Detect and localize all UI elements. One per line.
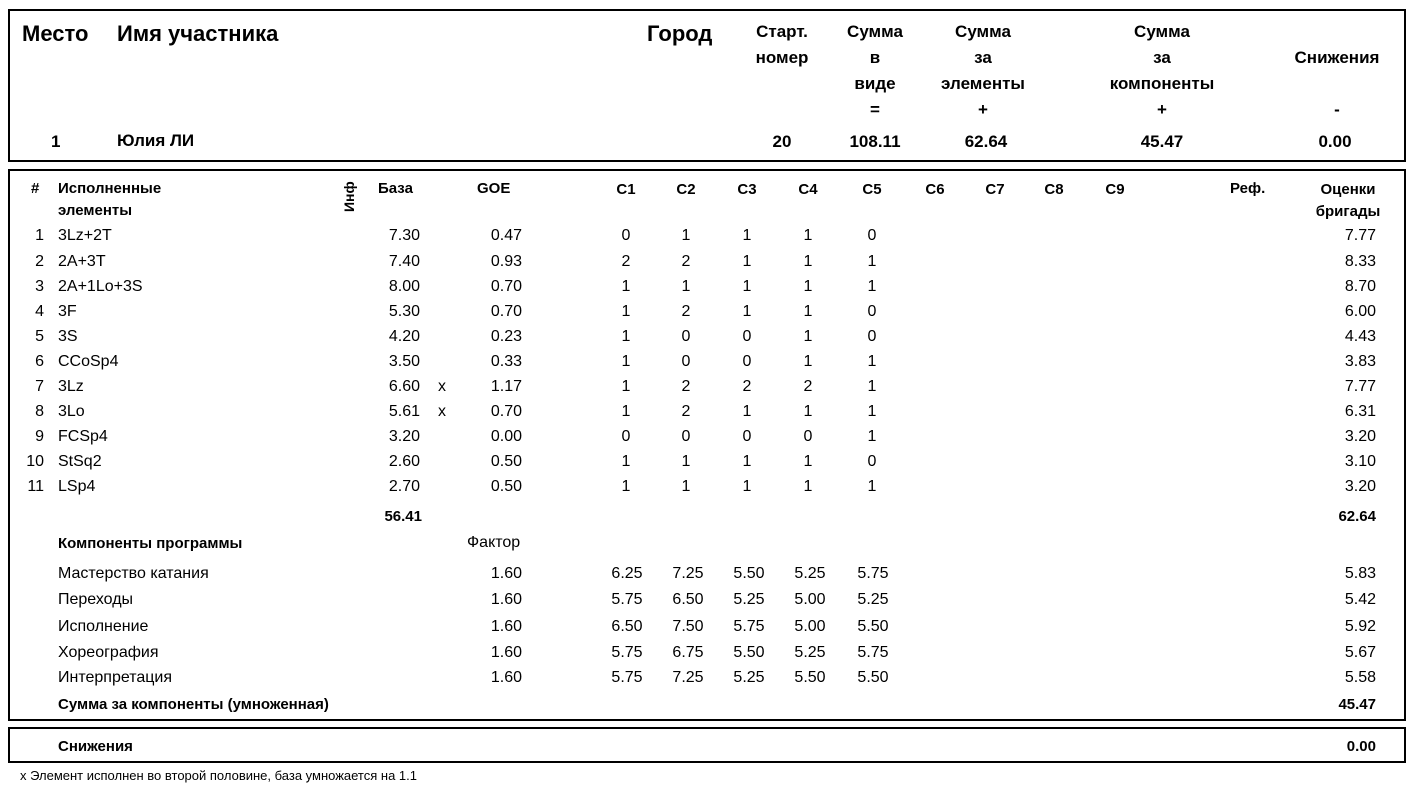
component-name: Исполнение (58, 618, 149, 635)
row-score: 3.20 (1344, 478, 1376, 495)
row-judge-2: 2 (681, 403, 691, 420)
component-judge-3: 5.25 (733, 591, 765, 608)
row-num: 3 (35, 278, 44, 295)
component-judge-1: 5.75 (611, 591, 643, 608)
component-judge-5: 5.75 (857, 565, 889, 582)
row-judge-2: 1 (681, 478, 691, 495)
row-judge-3: 1 (742, 227, 752, 244)
row-num: 10 (26, 453, 44, 470)
row-judge-1: 1 (621, 328, 631, 345)
row-judge-1: 2 (621, 253, 631, 270)
component-judge-4: 5.50 (794, 669, 826, 686)
component-judge-1: 5.75 (611, 669, 643, 686)
row-goe: 0.70 (490, 303, 522, 320)
skater-start-number: 20 (772, 132, 792, 151)
header-total-2: в (869, 48, 881, 67)
row-judge-4: 1 (803, 453, 813, 470)
row-score: 6.31 (1344, 403, 1376, 420)
row-num: 9 (35, 428, 44, 445)
header-components-4: + (1157, 100, 1167, 119)
row-judge-1: 1 (621, 478, 631, 495)
skater-components-score: 45.47 (1140, 132, 1184, 151)
row-info: x (438, 403, 446, 420)
row-judge-4: 1 (803, 478, 813, 495)
component-judge-4: 5.25 (794, 644, 826, 661)
row-judge-4: 1 (803, 303, 813, 320)
row-base: 6.60 (388, 378, 420, 395)
header-deductions-2: - (1334, 100, 1340, 119)
component-judge-2: 6.75 (672, 644, 704, 661)
row-score: 3.83 (1344, 353, 1376, 370)
row-judge-5: 0 (867, 303, 877, 320)
deductions-label: Снижения (58, 738, 133, 755)
row-goe: 0.23 (490, 328, 522, 345)
row-num: 6 (35, 353, 44, 370)
component-judge-4: 5.00 (794, 591, 826, 608)
component-factor: 1.60 (490, 565, 522, 582)
row-score: 8.70 (1344, 278, 1376, 295)
row-judge-2: 2 (681, 378, 691, 395)
row-base: 7.40 (388, 253, 420, 270)
col-judge-8: C8 (1044, 181, 1064, 198)
row-element: 3F (58, 303, 77, 320)
component-score: 5.58 (1344, 669, 1376, 686)
row-score: 7.77 (1344, 227, 1376, 244)
deductions-value: 0.00 (1346, 738, 1376, 755)
header-components-2: за (1153, 48, 1171, 67)
row-judge-1: 1 (621, 403, 631, 420)
row-element: FCSp4 (58, 428, 108, 445)
header-total-3: виде (854, 74, 896, 93)
row-info: x (438, 378, 446, 395)
header-name: Имя участника (117, 21, 279, 46)
row-num: 5 (35, 328, 44, 345)
col-judge-5: C5 (862, 181, 882, 198)
row-judge-4: 1 (803, 328, 813, 345)
row-element: 2A+1Lo+3S (58, 278, 143, 295)
row-goe: 0.70 (490, 403, 522, 420)
row-goe: 1.17 (490, 378, 522, 395)
row-judge-5: 0 (867, 453, 877, 470)
row-goe: 0.50 (490, 453, 522, 470)
row-score: 3.20 (1344, 428, 1376, 445)
row-judge-3: 1 (742, 278, 752, 295)
row-goe: 0.00 (490, 428, 522, 445)
component-score: 5.42 (1344, 591, 1376, 608)
component-judge-5: 5.25 (857, 591, 889, 608)
row-judge-2: 1 (681, 278, 691, 295)
skater-name: Юлия ЛИ (117, 131, 195, 150)
row-element: 3Lo (58, 403, 85, 420)
col-goe: GOE (477, 180, 511, 197)
col-judge-1: C1 (616, 181, 636, 198)
component-judge-5: 5.50 (857, 618, 889, 635)
header-start-1: Старт. (756, 22, 808, 41)
header-components-3: компоненты (1109, 74, 1215, 93)
row-judge-2: 0 (681, 328, 691, 345)
component-judge-1: 6.50 (611, 618, 643, 635)
component-judge-2: 7.25 (672, 669, 704, 686)
row-judge-4: 2 (803, 378, 813, 395)
row-judge-5: 1 (867, 428, 877, 445)
row-judge-3: 0 (742, 428, 752, 445)
components-title: Компоненты программы (58, 535, 243, 552)
row-judge-1: 1 (621, 378, 631, 395)
component-judge-3: 5.75 (733, 618, 765, 635)
row-judge-3: 1 (742, 253, 752, 270)
component-factor: 1.60 (490, 669, 522, 686)
row-judge-5: 1 (867, 353, 877, 370)
row-judge-5: 0 (867, 227, 877, 244)
col-judge-3: C3 (737, 181, 757, 198)
component-name: Переходы (58, 591, 134, 608)
component-score: 5.92 (1344, 618, 1376, 635)
component-factor: 1.60 (490, 644, 522, 661)
component-judge-2: 6.50 (672, 591, 704, 608)
base-total: 56.41 (384, 508, 422, 525)
component-factor: 1.60 (490, 591, 522, 608)
row-judge-3: 2 (742, 378, 752, 395)
component-judge-3: 5.50 (733, 644, 765, 661)
row-judge-4: 1 (803, 227, 813, 244)
header-elements-3: элементы (941, 74, 1025, 93)
row-goe: 0.33 (490, 353, 522, 370)
component-judge-4: 5.25 (794, 565, 826, 582)
details-box (8, 169, 1406, 721)
row-element: CCoSp4 (58, 353, 119, 370)
row-judge-5: 1 (867, 378, 877, 395)
row-judge-1: 1 (621, 353, 631, 370)
col-info: Инф (341, 181, 357, 212)
row-base: 2.60 (388, 453, 420, 470)
col-panel-1: Оценки (1320, 181, 1376, 198)
row-judge-5: 1 (867, 403, 877, 420)
row-judge-3: 1 (742, 303, 752, 320)
skater-elements-score: 62.64 (964, 132, 1008, 151)
header-components-1: Сумма (1134, 22, 1190, 41)
row-goe: 0.70 (490, 278, 522, 295)
component-name: Мастерство катания (58, 565, 209, 582)
components-total: 45.47 (1338, 696, 1376, 713)
components-total-label: Сумма за компоненты (умноженная) (58, 696, 329, 713)
row-judge-5: 1 (867, 253, 877, 270)
row-judge-5: 1 (867, 478, 877, 495)
row-judge-1: 1 (621, 278, 631, 295)
row-score: 3.10 (1344, 453, 1376, 470)
row-judge-1: 1 (621, 453, 631, 470)
row-judge-5: 0 (867, 328, 877, 345)
component-judge-5: 5.75 (857, 644, 889, 661)
component-judge-5: 5.50 (857, 669, 889, 686)
header-total-1: Сумма (847, 22, 903, 41)
row-judge-5: 1 (867, 278, 877, 295)
component-judge-3: 5.25 (733, 669, 765, 686)
skater-total: 108.11 (849, 132, 901, 151)
row-score: 7.77 (1344, 378, 1376, 395)
row-base: 4.20 (388, 328, 420, 345)
row-element: StSq2 (58, 453, 102, 470)
row-base: 5.61 (388, 403, 420, 420)
row-element: 2A+3T (58, 253, 106, 270)
component-name: Хореография (58, 644, 159, 661)
row-judge-1: 0 (621, 227, 631, 244)
col-judge-9: C9 (1105, 181, 1125, 198)
row-judge-4: 1 (803, 253, 813, 270)
row-goe: 0.47 (490, 227, 522, 244)
component-judge-3: 5.50 (733, 565, 765, 582)
row-num: 7 (35, 378, 44, 395)
component-name: Интерпретация (58, 669, 173, 686)
component-judge-1: 6.25 (611, 565, 643, 582)
row-goe: 0.50 (490, 478, 522, 495)
row-num: 4 (35, 303, 44, 320)
row-num: 8 (35, 403, 44, 420)
row-num: 2 (35, 253, 44, 270)
col-panel-2: бригады (1315, 203, 1381, 220)
row-num: 11 (27, 478, 44, 495)
row-score: 4.43 (1344, 328, 1376, 345)
row-num: 1 (35, 227, 44, 244)
row-judge-2: 0 (681, 428, 691, 445)
header-city: Город (647, 21, 713, 46)
row-judge-4: 1 (803, 353, 813, 370)
component-judge-2: 7.25 (672, 565, 704, 582)
row-element: 3Lz+2T (58, 227, 112, 244)
row-judge-1: 0 (621, 428, 631, 445)
row-element: 3S (58, 328, 78, 345)
row-goe: 0.93 (490, 253, 522, 270)
col-elements-2: элементы (58, 202, 133, 219)
row-score: 8.33 (1344, 253, 1376, 270)
row-judge-2: 1 (681, 453, 691, 470)
col-elements-1: Исполненные (58, 180, 162, 197)
factor-label: Фактор (467, 534, 521, 551)
component-judge-2: 7.50 (672, 618, 704, 635)
component-judge-1: 5.75 (611, 644, 643, 661)
row-judge-3: 1 (742, 453, 752, 470)
row-judge-1: 1 (621, 303, 631, 320)
row-judge-3: 0 (742, 328, 752, 345)
col-base: База (378, 180, 413, 197)
row-element: LSp4 (58, 478, 96, 495)
col-judge-6: C6 (925, 181, 945, 198)
header-deductions-1: Снижения (1294, 48, 1380, 67)
row-base: 3.20 (388, 428, 420, 445)
row-judge-4: 0 (803, 428, 813, 445)
col-num: # (31, 180, 40, 197)
elements-score-total: 62.64 (1338, 508, 1376, 525)
skater-deductions: 0.00 (1318, 132, 1352, 151)
component-factor: 1.60 (490, 618, 522, 635)
row-judge-3: 1 (742, 478, 752, 495)
col-ref: Реф. (1230, 180, 1266, 197)
row-judge-2: 1 (681, 227, 691, 244)
footnote: x Элемент исполнен во второй половине, база умножается на 1.1 (20, 768, 417, 783)
row-score: 6.00 (1344, 303, 1376, 320)
component-score: 5.83 (1344, 565, 1376, 582)
row-element: 3Lz (58, 378, 84, 395)
col-judge-7: C7 (985, 181, 1005, 198)
row-base: 5.30 (388, 303, 420, 320)
header-elements-2: за (974, 48, 992, 67)
component-judge-4: 5.00 (794, 618, 826, 635)
col-judge-2: C2 (676, 181, 696, 198)
header-place: Место (22, 21, 89, 46)
row-judge-3: 1 (742, 403, 752, 420)
col-judge-4: C4 (798, 181, 818, 198)
row-judge-4: 1 (803, 278, 813, 295)
row-judge-2: 2 (681, 303, 691, 320)
header-elements-1: Сумма (955, 22, 1011, 41)
component-score: 5.67 (1344, 644, 1376, 661)
header-total-4: = (870, 100, 880, 119)
row-judge-2: 2 (681, 253, 691, 270)
header-elements-4: + (978, 100, 988, 119)
row-judge-4: 1 (803, 403, 813, 420)
skater-place: 1 (51, 132, 61, 151)
deductions-box (8, 727, 1406, 763)
row-judge-2: 0 (681, 353, 691, 370)
row-base: 2.70 (388, 478, 420, 495)
row-base: 3.50 (388, 353, 420, 370)
row-base: 7.30 (388, 227, 420, 244)
row-base: 8.00 (388, 278, 420, 295)
row-judge-3: 0 (742, 353, 752, 370)
header-start-2: номер (755, 48, 809, 67)
